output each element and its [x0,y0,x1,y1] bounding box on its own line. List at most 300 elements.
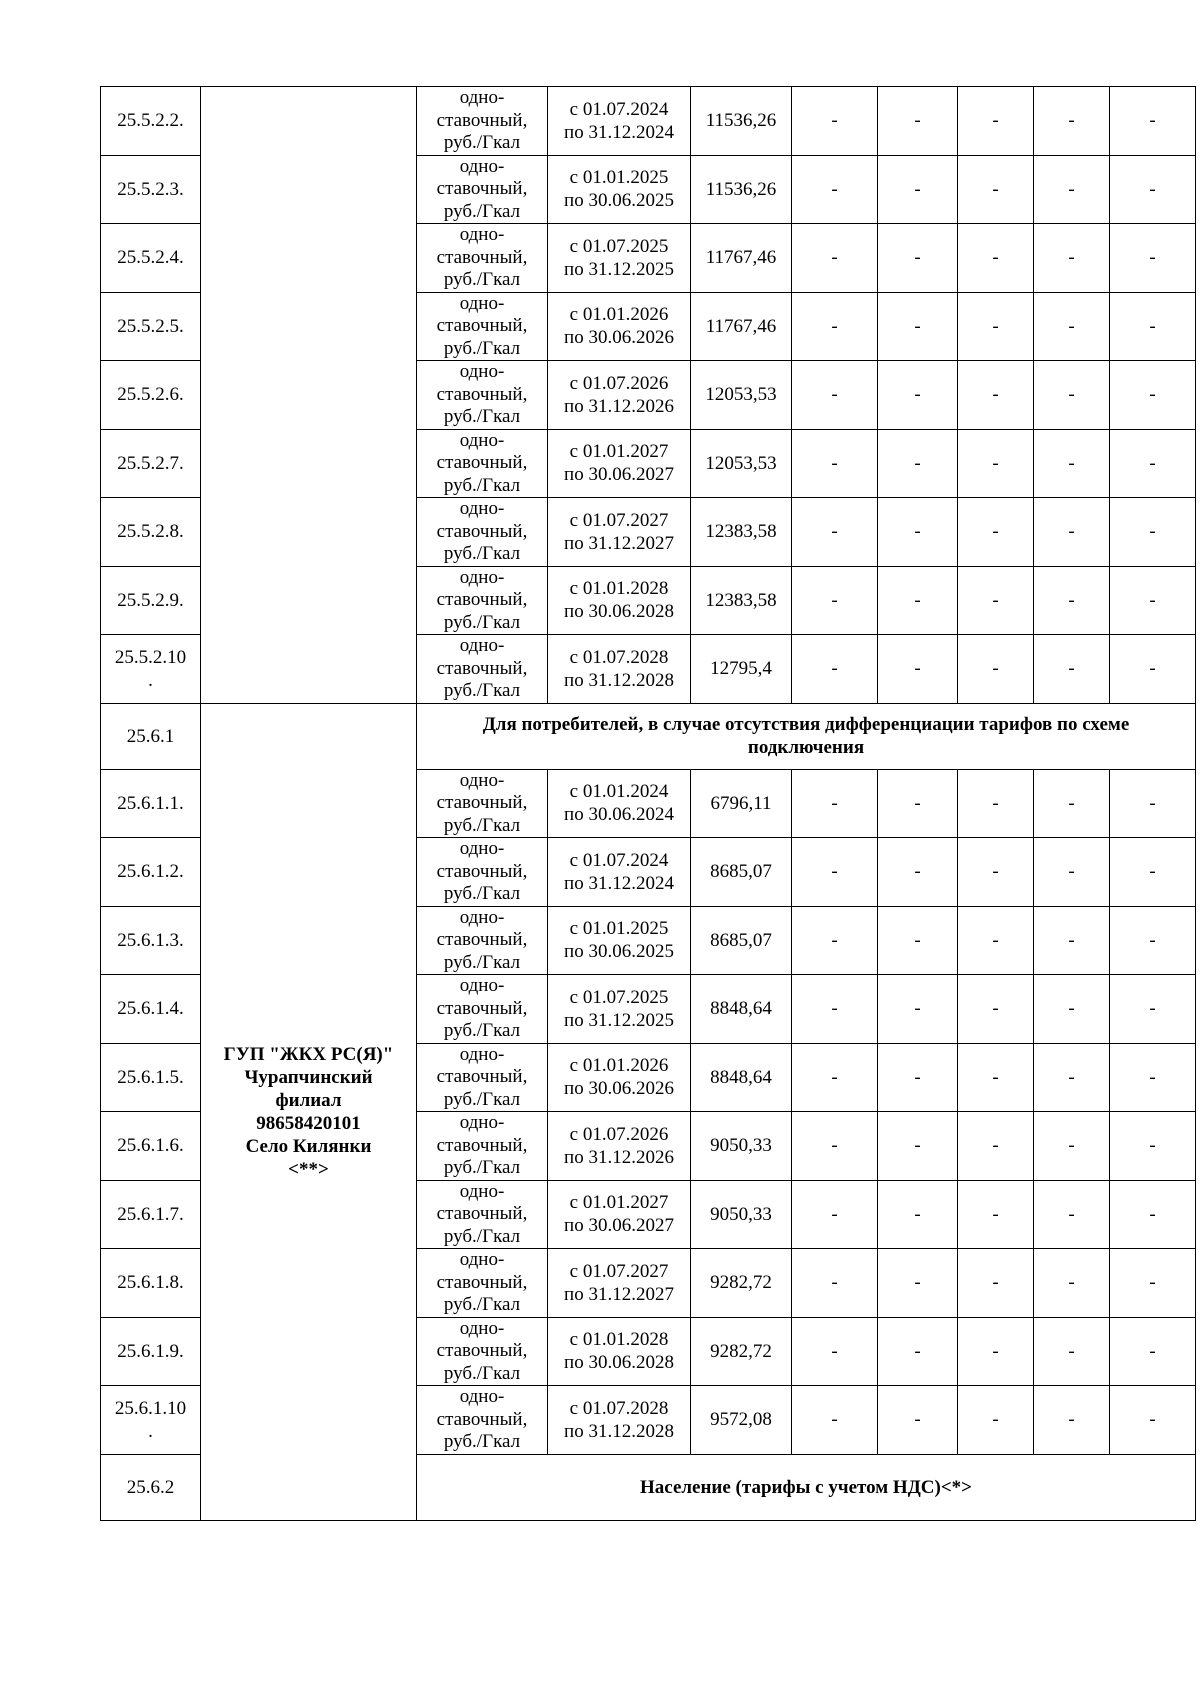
row-number-cell [101,769,201,838]
cell-line: ставочный, [436,246,528,268]
cell-line: одно- [459,429,505,451]
cell-line: руб./Гкал [443,543,521,564]
dash-cell: - [792,566,878,635]
dash-cell: - [1034,87,1110,156]
dash-cell: - [792,769,878,838]
dash-cell: - [958,498,1034,567]
unit-cell [417,224,548,293]
dash-cell: - [792,292,878,361]
period-cell [548,292,691,361]
cell-line: одно- [459,1180,505,1202]
period-cell [548,635,691,704]
dash-cell: - [878,498,958,567]
row-number: 25.6.1.10 [114,1397,187,1419]
dash-cell: - [958,224,1034,293]
dash-cell: - [958,361,1034,430]
dash-cell: - [1034,566,1110,635]
cell-line: по 30.06.2027 [564,1215,674,1237]
dash-cell: - [958,566,1034,635]
cell-line: с 01.07.2024 [569,849,669,871]
value-cell: 8685,07 [691,838,792,907]
value-cell: 6796,11 [691,769,792,838]
cell-line: по 30.06.2024 [564,804,674,826]
cell-line: одно- [459,566,505,588]
dash-cell: - [1110,292,1196,361]
dash-cell: - [958,87,1034,156]
unit-cell [417,87,548,156]
dash-cell: - [958,1317,1034,1386]
cell-line: одно- [459,1386,505,1407]
cell-line: по 31.12.2025 [564,1009,674,1031]
dash-cell: - [792,224,878,293]
cell-line: по 30.06.2025 [564,941,674,963]
cell-line: одно- [459,155,505,177]
dash-cell: - [878,566,958,635]
cell-line: ставочный, [436,109,528,131]
cell-line: руб./Гкал [443,1157,521,1178]
dash-cell: - [878,1386,958,1455]
row-number-cell [101,292,201,361]
period-cell [548,906,691,975]
cell-line: с 01.01.2027 [569,441,669,463]
organization-cell [201,87,417,704]
value-cell: 9050,33 [691,1112,792,1181]
cell-line: ставочный, [436,860,528,882]
cell-line: ставочный, [436,792,528,813]
cell-line: ставочный, [436,520,528,542]
value-cell: 12383,58 [691,498,792,567]
cell-line: одно- [459,1249,505,1270]
cell-line: ставочный, [436,1203,528,1224]
dash-cell: - [1034,769,1110,838]
cell-line: одно- [459,361,505,382]
row-number-cell [101,566,201,635]
cell-line: по 31.12.2028 [564,669,674,691]
row-number: . [148,1420,153,1442]
unit-cell [417,361,548,430]
cell-line: филиал [275,1089,342,1111]
cell-line: по 31.12.2026 [564,1146,674,1168]
dash-cell: - [958,635,1034,704]
cell-line: одно- [459,975,505,996]
dash-cell: - [1034,838,1110,907]
dash-cell: - [1034,635,1110,704]
dash-cell: - [878,769,958,838]
cell-line: ставочный, [436,452,528,473]
row-number: 25.5.2.8. [117,521,184,543]
dash-cell: - [1034,429,1110,498]
cell-line: одно- [459,769,505,791]
dash-cell: - [958,975,1034,1044]
cell-line: ставочный, [436,1271,528,1293]
cell-line: руб./Гкал [443,1362,521,1384]
period-cell [548,769,691,838]
cell-line: ставочный, [436,1340,528,1361]
cell-line: ставочный, [436,1066,528,1087]
cell-line: руб./Гкал [443,951,521,973]
row-number: 25.5.2.10 [114,646,187,668]
row-number-cell [101,224,201,293]
period-cell [548,1249,691,1318]
table-row [101,87,1196,156]
cell-line: ставочный, [436,383,528,405]
dash-cell: - [1034,224,1110,293]
dash-cell: - [958,1386,1034,1455]
unit-cell [417,429,548,498]
unit-cell [417,1386,548,1455]
cell-line: по 30.06.2028 [564,601,674,623]
dash-cell: - [1110,1249,1196,1318]
dash-cell: - [958,769,1034,838]
cell-line: руб./Гкал [443,1225,521,1247]
cell-line: с 01.01.2025 [569,918,669,940]
cell-line: с 01.07.2028 [569,1397,669,1419]
row-number-cell [101,498,201,567]
row-number-cell [101,1317,201,1386]
cell-line: с 01.01.2028 [569,1329,669,1351]
unit-cell [417,838,548,907]
unit-cell [417,1249,548,1318]
row-number: 25.5.2.3. [117,178,184,200]
dash-cell: - [1110,361,1196,430]
row-number-cell [101,1180,201,1249]
section-header-text: Для потребителей, в случае отсутствия дифференциации тарифов по схеме подключения [417,703,1196,769]
dash-cell: - [792,1112,878,1181]
dash-cell: - [792,1386,878,1455]
row-number-cell [101,1112,201,1181]
value-cell: 9282,72 [691,1317,792,1386]
dash-cell: - [878,87,958,156]
row-number-cell [101,1249,201,1318]
row-number: 25.5.2.9. [117,589,184,611]
cell-line: ставочный, [436,315,528,336]
row-number-cell [101,155,201,224]
cell-line: Чурапчинский [244,1066,373,1088]
cell-line: руб./Гкал [443,200,521,222]
cell-line: ставочный, [436,178,528,199]
dash-cell: - [1110,906,1196,975]
cell-line: одно- [459,635,505,656]
unit-cell [417,498,548,567]
cell-line: руб./Гкал [443,1294,521,1315]
cell-line: одно- [459,87,505,108]
cell-line: ставочный, [436,657,528,679]
cell-line: с 01.01.2025 [569,167,669,189]
cell-line: по 31.12.2025 [564,258,674,280]
value-cell: 8848,64 [691,1043,792,1112]
dash-cell: - [1110,1180,1196,1249]
dash-cell: - [1110,975,1196,1044]
cell-line: руб./Гкал [443,883,521,904]
dash-cell: - [1110,1386,1196,1455]
dash-cell: - [1110,838,1196,907]
value-cell: 11767,46 [691,292,792,361]
dash-cell: - [1110,429,1196,498]
dash-cell: - [878,292,958,361]
dash-cell: - [792,975,878,1044]
row-number-cell [101,87,201,156]
cell-line: ставочный, [436,1134,528,1156]
cell-line: одно- [459,906,505,928]
dash-cell: - [1034,1386,1110,1455]
dash-cell: - [878,361,958,430]
value-cell: 8848,64 [691,975,792,1044]
cell-line: с 01.07.2025 [569,986,669,1008]
value-cell: 9050,33 [691,1180,792,1249]
row-number: 25.6.1.4. [117,998,184,1020]
row-number: . [148,669,153,691]
row-number: 25.6.1.2. [117,861,184,883]
cell-line: одно- [459,292,505,314]
cell-line: руб./Гкал [443,132,521,153]
dash-cell: - [1110,1317,1196,1386]
period-cell [548,1180,691,1249]
unit-cell [417,155,548,224]
cell-line: руб./Гкал [443,406,521,427]
dash-cell: - [1034,498,1110,567]
dash-cell: - [958,292,1034,361]
cell-line: с 01.07.2027 [569,509,669,531]
row-number-cell [101,1386,201,1455]
cell-line: по 30.06.2025 [564,190,674,212]
dash-cell: - [1034,361,1110,430]
row-number-cell [101,838,201,907]
row-number-cell [101,429,201,498]
value-cell: 11767,46 [691,224,792,293]
unit-cell [417,566,548,635]
cell-line: одно- [459,838,505,859]
cell-line: руб./Гкал [443,680,521,701]
dash-cell: - [878,155,958,224]
dash-cell: - [878,906,958,975]
period-cell [548,1386,691,1455]
period-cell [548,1112,691,1181]
dash-cell: - [958,1043,1034,1112]
value-cell: 11536,26 [691,155,792,224]
unit-cell [417,1112,548,1181]
dash-cell: - [792,1043,878,1112]
dash-cell: - [958,1112,1034,1181]
cell-line: с 01.01.2026 [569,304,669,326]
row-number-cell [101,906,201,975]
row-number: 25.6.1.1. [117,792,184,814]
value-cell: 12383,58 [691,566,792,635]
cell-line: по 30.06.2027 [564,464,674,486]
dash-cell: - [958,838,1034,907]
dash-cell: - [878,1249,958,1318]
period-cell [548,87,691,156]
dash-cell: - [1034,155,1110,224]
dash-cell: - [878,224,958,293]
value-cell: 12053,53 [691,429,792,498]
value-cell: 9282,72 [691,1249,792,1318]
cell-line: руб./Гкал [443,1431,521,1452]
cell-line: руб./Гкал [443,611,521,633]
period-cell [548,975,691,1044]
dash-cell: - [958,1249,1034,1318]
cell-line: по 31.12.2027 [564,1283,674,1305]
cell-line: с 01.07.2027 [569,1260,669,1282]
dash-cell: - [1110,224,1196,293]
dash-cell: - [1034,1180,1110,1249]
cell-line: одно- [459,1112,505,1133]
dash-cell: - [792,635,878,704]
cell-line: руб./Гкал [443,337,521,359]
row-number: 25.5.2.6. [117,384,184,406]
dash-cell: - [958,429,1034,498]
period-cell [548,361,691,430]
dash-cell: - [1110,769,1196,838]
cell-line: одно- [459,498,505,519]
cell-line: с 01.07.2026 [569,1123,669,1145]
dash-cell: - [1034,906,1110,975]
row-number-cell [101,361,201,430]
row-number-cell: 25.6.1 [101,703,201,769]
tariff-table [100,86,1196,1521]
row-number: 25.6.1.3. [117,929,184,951]
dash-cell: - [1110,87,1196,156]
cell-line: по 31.12.2024 [564,121,674,143]
unit-cell [417,769,548,838]
unit-cell [417,1180,548,1249]
period-cell [548,1043,691,1112]
cell-line: по 31.12.2027 [564,532,674,554]
dash-cell: - [792,838,878,907]
dash-cell: - [792,429,878,498]
cell-line: руб./Гкал [443,1020,521,1041]
cell-line: руб./Гкал [443,814,521,836]
value-cell: 9572,08 [691,1386,792,1455]
dash-cell: - [878,1043,958,1112]
cell-line: по 31.12.2024 [564,872,674,894]
row-number: 25.6.1.5. [117,1066,184,1088]
dash-cell: - [878,838,958,907]
dash-cell: - [792,1180,878,1249]
row-number: 25.6.1.6. [117,1135,184,1157]
cell-line: по 31.12.2028 [564,1420,674,1442]
unit-cell [417,1317,548,1386]
row-number: 25.5.2.5. [117,315,184,337]
dash-cell: - [958,906,1034,975]
cell-line: с 01.07.2028 [569,646,669,668]
cell-line: с 01.07.2025 [569,235,669,257]
organization-cell [201,703,417,1520]
dash-cell: - [1034,1317,1110,1386]
cell-line: одно- [459,224,505,245]
unit-cell [417,906,548,975]
row-number: 25.5.2.4. [117,247,184,269]
period-cell [548,429,691,498]
dash-cell: - [1034,1249,1110,1318]
row-number-cell [101,975,201,1044]
dash-cell: - [792,87,878,156]
dash-cell: - [1034,292,1110,361]
period-cell [548,155,691,224]
dash-cell: - [792,155,878,224]
dash-cell: - [878,635,958,704]
dash-cell: - [1110,566,1196,635]
dash-cell: - [958,1180,1034,1249]
cell-line: по 30.06.2026 [564,1078,674,1100]
dash-cell: - [1110,1112,1196,1181]
dash-cell: - [792,1249,878,1318]
dash-cell: - [1034,1043,1110,1112]
dash-cell: - [878,429,958,498]
cell-line: с 01.01.2027 [569,1192,669,1214]
dash-cell: - [1034,975,1110,1044]
dash-cell: - [1110,498,1196,567]
period-cell [548,1317,691,1386]
cell-line: с 01.01.2026 [569,1055,669,1077]
dash-cell: - [1034,1112,1110,1181]
row-number: 25.6.1.8. [117,1272,184,1294]
cell-line: по 30.06.2026 [564,327,674,349]
cell-line: 98658420101 [256,1112,361,1134]
value-cell: 11536,26 [691,87,792,156]
dash-cell: - [792,906,878,975]
row-number-cell [101,1043,201,1112]
unit-cell [417,975,548,1044]
value-cell: 12795,4 [691,635,792,704]
row-number-cell: 25.6.2 [101,1454,201,1520]
cell-line: руб./Гкал [443,269,521,290]
row-number: 25.6.1.7. [117,1203,184,1225]
cell-line: с 01.01.2024 [569,781,669,803]
cell-line: руб./Гкал [443,474,521,496]
cell-line: ставочный, [436,1408,528,1430]
row-number-cell [101,635,201,704]
value-cell: 12053,53 [691,361,792,430]
dash-cell: - [958,155,1034,224]
cell-line: <**> [288,1158,329,1180]
dash-cell: - [878,1112,958,1181]
dash-cell: - [878,975,958,1044]
cell-line: ставочный, [436,997,528,1019]
cell-line: с 01.07.2024 [569,98,669,120]
dash-cell: - [1110,635,1196,704]
cell-line: одно- [459,1043,505,1065]
row-number: 25.6.1.9. [117,1340,184,1362]
cell-line: одно- [459,1317,505,1339]
dash-cell: - [792,498,878,567]
unit-cell [417,292,548,361]
cell-line: по 31.12.2026 [564,395,674,417]
cell-line: Село Килянки [245,1135,372,1157]
period-cell [548,566,691,635]
period-cell [548,224,691,293]
period-cell [548,498,691,567]
cell-line: ставочный, [436,589,528,610]
dash-cell: - [878,1180,958,1249]
cell-line: ГУП "ЖКХ РС(Я)" [223,1043,394,1065]
section-header-row [101,703,1196,769]
cell-line: руб./Гкал [443,1088,521,1110]
unit-cell [417,1043,548,1112]
unit-cell [417,635,548,704]
row-number: 25.5.2.2. [117,110,184,132]
dash-cell: - [878,1317,958,1386]
cell-line: с 01.01.2028 [569,578,669,600]
row-number: 25.5.2.7. [117,452,184,474]
period-cell [548,838,691,907]
cell-line: с 01.07.2026 [569,372,669,394]
section-footer-text: Население (тарифы с учетом НДС)<*> [417,1454,1196,1520]
dash-cell: - [792,1317,878,1386]
dash-cell: - [1110,155,1196,224]
cell-line: ставочный, [436,929,528,950]
value-cell: 8685,07 [691,906,792,975]
cell-line: по 30.06.2028 [564,1352,674,1374]
